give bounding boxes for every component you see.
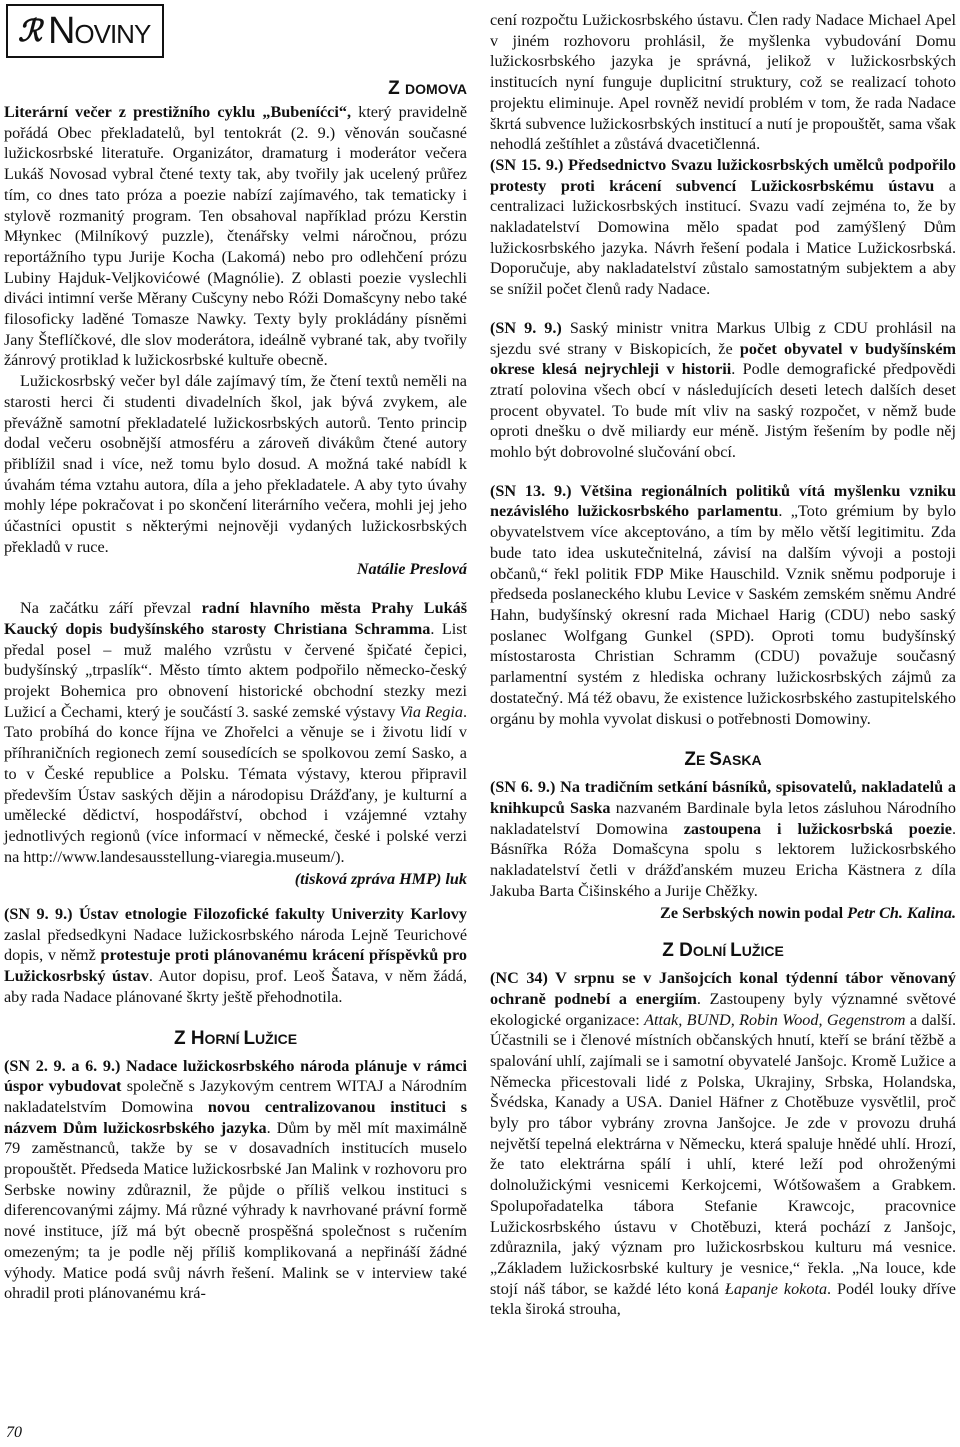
- article-paragraph: (SN 13. 9.) Většina regionálních politiků vítá myšlenku vzniku nezávislého lužickosrbského parlamentu. „Toto grémium by bylo obyvatelstvem více akceptováno, a tím by mělo větší legitimitu. Zda bude tato idea uskutečnitelná, závisí na dalším vývoji a postoji občanů,“ řekl politik FDP Mike Hauschild. Vznik sněmu podporuje i předseda poslaneckého klubu Levice v Saském zemském sněmu André Hahn, budyšínský okresní rada Michael Harig (CDU) nebo saský poslanec Wolfgang Gunkel (SPD). Oproti tomu budyšínský místostarosta Christian Schramm (CDU) považuje současný parlamentní systém z hlediska ochrany lužickosrbských zájmů za dostatečný. Má též obavu, že existence lužickosrbského zastupitelského orgánu by mohla vyvolat diskusi o potřebnosti Domowiny.: [490, 481, 956, 728]
- section-heading-domova: Z DOMOVA: [388, 78, 467, 99]
- article-paragraph: (NC 34) V srpnu se v Janšojcích konal týdenní tábor věnovaný ochraně podnebí a energiím. Zastoupeny byly významné světové ekologické organizace: Attak, BUND, Robin Wood, Gegenstrom a další. Účastnili se i členové místních občanských hnutí, kteří se brání těžbě a spalování uhlí, zajímali se i samotní obyvatelé Janšojc. Kromě Lužice a Německa přicestovali lidé z Polska, Ukrajiny, Srbska, Holandska, Švédska, Kanady a USA. Daniel Häfner z Chotěbuze vysvětlil, proč byly pro tábor vybrány zrovna Janšojce. Je zde v provozu druhá největší tepelná elektrárna v Německu, která spaluje hnědé uhlí. Hrozí, že tato elektrárna spálí i uhlí, které leží pod ohroženými dolnolužickými vesnicemi Kerkojcemi, Wótšowašem a Grabkem. Spolupořadatelka tábora Stefanie Krawcojc, pracovnice Lužickosrbského ústavu v Chotěbuzi, která pochází z Janšojc, zdůraznila, jaký význam pro lužickosrbskou kulturu má vesnice. „Základem lužickosrbské kultury je vesnice,“ řekla. „Na louce, kde stojí náš tábor, se každé léto koná Łapanje kokota. Podél louky dříve tekla široká strouha,: [490, 969, 956, 1319]
- article-paragraph: (SN 6. 9.) Na tradičním setkání básníků, spisovatelů, nakladatelů a knihkupců Saska nazvaném Bardinale byla letos zásluhou Národního nakladatelství Domowina zastoupena i lužickosrbská poezie. Básnířka Róža Domašcyna spolu s lektorem lužickosrbského nakladatelství četli v drážďanském muzeu Ericha Kästnera z díla Jakuba Barta Čišinského a Jurije Chěžky.: [490, 778, 956, 900]
- right-column: [490, 10, 956, 1320]
- source-signature: Ze Serbských nowin podal Petr Ch. Kalina.: [660, 904, 956, 923]
- section-heading-horni-luzice: Z HORNÍ LUŽICE: [173, 1027, 298, 1049]
- page-number: 70: [6, 1424, 22, 1441]
- section-header-title: NOVINY: [47, 9, 151, 52]
- article-paragraph: (SN 9. 9.) Saský ministr vnitra Markus Ulbig z CDU prohlásil na sjezdu své strany v Biskopicích, že počet obyvatel v budyšínském okrese klesá nejrychleji v historii. Podle demografické předpovědi ztratí polovina všech obcí v následujících deseti letech dalších deset procent obyvatel. To bude mít vliv na saský rozpočet, v němž bude oproti dnešku o dvě miliardy eur méně. Jistým řešením by podle něj mohlo být dobrovolné slučování obcí.: [490, 318, 956, 462]
- logo-box: [6, 4, 164, 58]
- article-paragraph: Lužickosrbský večer byl dále zajímavý tím, že čtení textů neměli na starosti herci či studenti divadelních škol, jak bývá zvykem, ale převážně samotní překladatelé lužickosrbských autorů. Tento princip dodal večeru osobnější atmosféru a zároveň divákům čtené autory přiblížil snad i více, než tomu bylo dosud. A možná také nabídl k úvahám téma vztahu autora, díla a jeho překladatele. A aby tyto úvahy mohly lépe pokračovat i po skončení literárního večera, mohli jej jeho účastníci opustit s některými nejnověji vydaných lužickosrbských překladů v ruce.: [4, 372, 467, 556]
- section-heading-ze-saska: ZE SASKA: [684, 749, 762, 771]
- source-signature: (tisková zpráva HMP) luk: [294, 870, 467, 889]
- article-paragraph: (SN 9. 9.) Ústav etnologie Filozofické fakulty Univerzity Karlovy zaslal předsedkyni Nadace lužickosrbského národa Lejně Teurichové dopis, v němž protestuje proti plánovanému krácení příspěvků pro Lužickosrbský ústav. Autor dopisu, prof. Leoš Šatava, v něm žádá, aby rada Nadace plánované škrty ještě přehodnotila.: [4, 905, 467, 1006]
- article-paragraph: (SN 15. 9.) Předsednictvo Svazu lužickosrbských umělců podpořilo protesty proti krácení subvencí Lužickosrbskému ústavu a centralizaci lužickosrbských institucí. Svazu vadí zejména to, že by nakladatelství Domowina mělo spadat pod zamýšlený Dům lužickosrbského jazyka. Návrh řešení podala i Matice Lužickosrbská. Doporučuje, aby nakladatelství zůstalo samostatným subjektem a aby se snížil počet členů rady Nadace.: [490, 155, 956, 299]
- article-paragraph: cení rozpočtu Lužickosrbského ústavu. Člen rady Nadace Michael Apel v jiném rozhovoru prohlásil, že myšlenka vybudování Domu lužickosrbského jazyka je správná, jelikož v lužickosrbských institucích nyní funguje duplicitní struktury, což se realizací tohoto projektu eliminuje. Apel rovněž nevidí problém v tom, že rada Nadace škrtá subvence lužickosrbských institucí a nutí je propouštět, sama však nehodlá zeštíhlet a zůstává dvacetičlenná.: [490, 11, 956, 154]
- section-heading-dolni-luzice: Z DOLNÍ LUŽICE: [662, 940, 784, 962]
- article-paragraph: (SN 2. 9. a 6. 9.) Nadace lužickosrbského národa plánuje v rámci úspor vybudovat společně s Jazykovým centrem WITAJ a Národním nakladatelstvím Domowina novou centralizovanou instituci s názvem Dům lužickosrbského jazyka. Dům by měl mít maximálně 79 zaměstnanců, takže by se v dosavadních institucích muselo propouštět. Předseda Matice lužickosrbské Jan Malink v rozhovoru pro Serbske nowiny zdůraznil, že půjde o příliš velkou instituci s diferencovanými zájmy. Má různé výhrady k navrhované právní formě nové instituce, jíž má být obecně prospěšná společnost s ručením omezeným; ta je podle něj příliš komplikovaná a nepřináší žádné výhody. Matice podá svůj návrh řešení. Malink se v interview také ohradil proti plánovanému krá-: [4, 1056, 467, 1303]
- article-paragraph: Na začátku září převzal radní hlavního města Prahy Lukáš Kaucký dopis budyšínského starosty Christiana Schramma. List předal posel – muž malého vzrůstu v červené špičaté čepici, budyšínský „trpaslík“. Město tímto aktem podpořilo německo-český projekt Bohemica pro obnovení historické obchodní stezky mezi Lužicí a Čechami, který je součástí 3. saské zemské výstavy Via Regia. Tato probíhá do konce října ve Zhořelci a věnuje se i životu lidí v příhraničních regionech zemí sousedících se spolkovou zemí Sasko, a to v České republice a Polsku. Témata výstavy, kterou připravil především Ústav saských dějin a národopisu Drážďany, je kulturní a umělecké dědictví, hospodářství, obchod i vzájemné vztahy jednotlivých regionů (více informací v německé, české i polské verzi na http://www.landesausstellung-viaregia.museum/).: [4, 599, 468, 866]
- logo-mark-icon: ℛ: [18, 13, 42, 49]
- author-signature: Natálie Preslová: [356, 560, 467, 579]
- article-paragraph: Literární večer z prestižního cyklu „Bubeníćci“, který pravidelně pořádá Obec překladatelů, byl tentokrát (2. 9.) věnován současné lužickosrbské literatuře. Organizátor, dramaturg i moderátor večera Lukáš Novosad vybral čtené texty tak, aby tvořily jak ucelený průřez tím, co dnes tato próza a poezie nabízí zajímavého, tak tematicky i stylově rozmanitý program. Ten obsahoval například prózu Kerstin Młynkec (Milníkový puzzle), čtenářsky velmi náročnou, prózu reportážního typu Jurije Kocha (Lakomá) nebo pro odlehčení prózu Lubiny Hajduk-Veljkovićowé (Magnólie). Z oblasti poezie vyslechli diváci intimní verše Měrany Cušcyny nebo Róži Domašcyny nebo také filosoficky laděné Tomasze Nawky. Texty byly prokládány písněmi Jany Šteflíčkové, dle slov moderátora, ideálně vybrané tak, aby tvořily žánrový protiklad k lužickosrbské kultuře obecně.: [4, 103, 468, 370]
- left-column: [4, 78, 467, 1304]
